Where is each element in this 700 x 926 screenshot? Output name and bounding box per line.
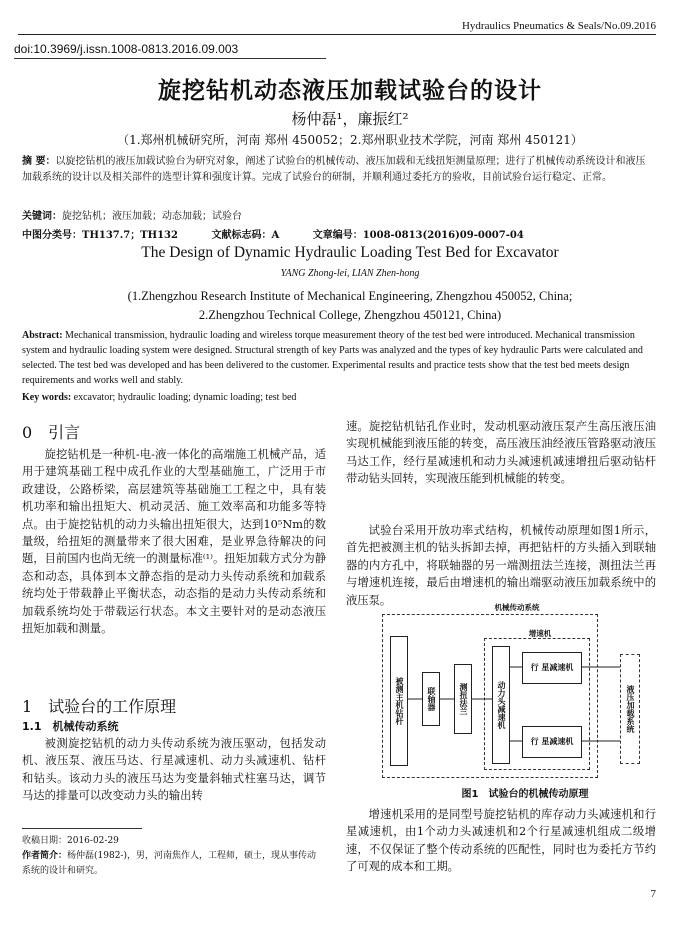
keywords-en (22, 390, 654, 405)
doi-line: doi:10.3969/j.issn.1008-0813.2016.09.003 (14, 42, 239, 56)
figure-connectors (382, 602, 668, 780)
section-1-heading: 1 试验台的工作原理 (22, 697, 177, 716)
right-paragraph-2: 试验台采用开放功率式结构，机械传动原理如图1所示，首先把被测主机的钻头拆卸去掉，再把钻杆的方头插入到联轴器的内方孔中，将联轴器的另一端测扭法兰连接，测扭法兰再与增速机连接，最后由增速机的输出端驱动液压加载系统中的液压泵。 (346, 524, 656, 607)
author-bio-text: 杨仲磊(1982-)，男，河南焦作人，工程师，硕士，现从事传动系统的设计和研究。 (22, 851, 316, 876)
planetary-reducer-1-box: 行 星减速机 (522, 652, 582, 684)
keywords-en-label: Key words: (22, 392, 72, 403)
authors-en: YANG Zhong-lei, LIAN Zhen-hong (280, 268, 420, 279)
footnote (22, 834, 322, 879)
abstract-cn (22, 154, 654, 186)
affiliations-cn: （1.郑州机械研究所，河南 郑州 450052；2.郑州职业技术学院，河南 郑州 450121） (117, 133, 583, 147)
affiliation-en-1: (1.Zhengzhou Research Institute of Mechanical Engineering, Zhengzhou 450052, China; (127, 289, 573, 303)
paper-title-cn: 旋挖钻机动态液压加载试验台的设计 (158, 78, 542, 104)
right-paragraph-3: 增速机采用的是同型号旋挖钻机的库存动力头减速机和行星减速机，由1个动力头减速机和2个行星减速机组成二级增速，不仅保证了整个传动系统的匹配性，同时也为委托方节约了可观的成本和工期。 (346, 808, 656, 874)
hydraulic-loading-box: 液压加载系统 (620, 654, 640, 764)
affiliation-en-2: 2.Zhengzhou Technical College, Zhengzhou 450121, China) (198, 308, 502, 322)
journal-header: Hydraulics Pneumatics & Seals/No.09.2016 (461, 20, 656, 32)
author-bio-label: 作者简介： (22, 851, 68, 861)
figure-outer-label: 机械传动系统 (494, 603, 540, 612)
header-rule (18, 34, 656, 35)
abstract-cn-text: 以旋挖钻机的液压加载试验台为研究对象，阐述了试验台的机械传动、液压加载和无线扭矩测量原理；进行了机械传动系统设计和液压加载系统的设计以及相关部件的选型计算和强度计算。完成了试验台的研制，并顺利通过委托方的验收，目前试验台运行稳定、正常。 (22, 156, 646, 183)
keywords-cn (22, 209, 654, 225)
power-head-reducer-box: 动力头减速机 (492, 646, 510, 764)
tested-drill-rod-box: 被测主机钻杆 (390, 636, 408, 766)
figure-inner-label: 增速机 (528, 629, 552, 638)
page-number: 7 (650, 888, 656, 900)
section-1-1-heading: 1.1 机械传动系统 (22, 720, 119, 733)
right-paragraph-1: 速。旋挖钻机钻孔作业时，发动机驱动液压泵产生高压液压油实现机械能到液压能的转变，高压液压油经液压管路驱动液压马达工作，经行星减速机和动力头减速机减速增扭后驱动钻杆带动钻头回转，实现液压能到机械能的转变。 (346, 420, 656, 486)
abstract-en-label: Abstract: (22, 330, 63, 341)
meta-cn (22, 226, 554, 241)
paper-title-en: The Design of Dynamic Hydraulic Loading Test Bed for Excavator (141, 244, 559, 261)
clc-number: 中图分类号：TH137.7；TH132 (22, 230, 178, 241)
figure-1-diagram (382, 602, 668, 780)
affiliations-en (0, 287, 700, 325)
planetary-reducer-2-box: 行 星减速机 (522, 726, 582, 758)
section-0-paragraph: 旋挖钻机是一种机-电-液一体化的高端施工机械产品，适用于建筑基础工程中成孔作业的大型基础施工，广泛用于市政建设，公路桥梁，高层建筑等基础施工工程之中，具有装机功率和输出扭矩大、机动灵活、施工效率高和功能多等特点。由于旋挖钻机的动力头输出扭矩很大，达到10⁵Nm的数量级，给扭矩的测量带来了很大困难，是业界急待解决的问题，目前国内也尚无统一的测量标准⁽¹⁾。扭矩加载方式分为静态和动态，具体到本文静态指的是动力头传动系统和加载系统均处于带载静止平衡状态，动态指的是动力头传动系统和加载系统均处于带载运行状态。本文主要针对的是动态液压扭矩加载和测量。 (22, 448, 326, 636)
keywords-cn-label: 关键词： (22, 211, 62, 222)
document-code: 文献标志码：A (211, 230, 280, 241)
doi-rule (14, 58, 326, 59)
abstract-cn-label: 摘 要： (22, 156, 56, 167)
section-1-paragraph: 被测旋挖钻机的动力头传动系统为液压驱动，包括发动机、液压泵、液压马达、行星减速机、动力头减速机、钻杆和钻头。该动力头的液压马达为变量斜轴式柱塞马达，调节马达的排量可以改变动力头的输出转 (22, 737, 326, 803)
article-number: 文章编号：1008-0813(2016)09-0007-04 (312, 230, 524, 241)
abstract-en (22, 328, 654, 388)
authors-cn: 杨仲磊¹，廉振红² (291, 110, 409, 128)
keywords-en-text: excavator; hydraulic loading; dynamic loading; test bed (71, 392, 297, 403)
abstract-en-text: Mechanical transmission, hydraulic loading and wireless torque measurement theory of the test bed were introduced. Mechanical transmission system and hydraulic loading system were designed. Structural strength of key Parts was analyzed and the types of key hydraulic Parts were calculated and selected. The test bed was developed and has been delivered to the customer. Experimental results and practice tests show that the test bed meets design requirements and works well and stably. (22, 330, 643, 386)
received-date: 收稿日期：2016-02-29 (22, 836, 119, 846)
section-0-heading: 0 引言 (22, 423, 81, 442)
coupling-box: 联轴器 (422, 672, 440, 726)
footnote-rule (22, 828, 142, 829)
keywords-cn-text: 旋挖钻机；液压加载；动态加载；试验台 (62, 211, 242, 222)
torque-flange-box: 测扭法兰 (454, 664, 472, 734)
author-bio (22, 849, 322, 879)
figure-1-caption: 图1 试验台的机械传动原理 (461, 789, 589, 800)
